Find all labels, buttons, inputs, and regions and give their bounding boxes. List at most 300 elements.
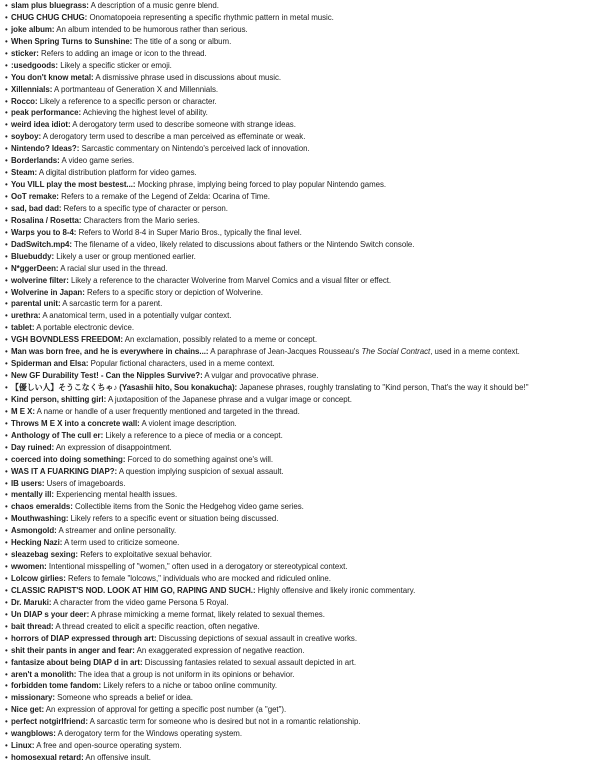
entry-term: DadSwitch.mp4:	[11, 239, 72, 249]
list-item	[5, 107, 594, 119]
list-item	[5, 692, 594, 704]
bullet-icon: •	[5, 609, 8, 619]
entry-definition	[138, 180, 386, 189]
entry-definition	[128, 455, 273, 464]
entry-term: Rocco:	[11, 96, 38, 106]
entry-definition	[71, 514, 279, 523]
entry-term: fantasize about being DIAP d in art:	[11, 657, 143, 667]
entry-term: You don't know metal:	[11, 72, 94, 82]
entry-definition-text: A dismissive phrase used in discussions about music.	[95, 72, 282, 82]
entry-definition-text: A derogatory term used to describe a man perceived as effeminate or weak.	[42, 132, 306, 142]
list-item	[5, 275, 594, 287]
bullet-icon: •	[5, 192, 8, 201]
entry-term: sleazebag sexing:	[11, 550, 79, 560]
entry-definition	[75, 502, 304, 511]
list-item	[5, 322, 594, 334]
entry-definition-text: Likely refers to a niche or taboo online community.	[103, 681, 278, 691]
list-item	[5, 382, 594, 394]
entry-term: soyboy:	[11, 132, 42, 142]
entry-term: M E X:	[11, 406, 35, 416]
list-item	[5, 239, 594, 251]
entry-definition	[142, 419, 237, 428]
entry-definition	[82, 144, 310, 153]
entry-definition-text: A derogatory term used to describe someone with strange ideas.	[72, 120, 296, 130]
list-item	[5, 513, 594, 525]
entry-definition-text: An album intended to be humorous rather than serious.	[56, 24, 248, 34]
entry-definition	[56, 25, 247, 34]
entry-definition	[64, 538, 179, 547]
entry-definition-text: Characters from the Mario series.	[83, 215, 200, 225]
list-item	[5, 680, 594, 692]
entry-definition	[79, 228, 302, 237]
entry-term: Un DIAP s your deer:	[11, 609, 90, 619]
list-item	[5, 549, 594, 561]
bullet-icon: •	[5, 36, 8, 46]
entry-term: Asmongold:	[11, 526, 57, 536]
entry-definition	[54, 85, 218, 94]
entry-definition-text: Likely a specific sticker or emoji.	[60, 60, 172, 70]
entry-definition	[91, 359, 275, 368]
list-item	[5, 501, 594, 513]
list-item	[5, 597, 594, 609]
entry-term: New GF Durability Test! - Can the Nipples Survive?:	[11, 371, 203, 381]
entry-definition-text: Experiencing mental health issues.	[56, 490, 178, 500]
bullet-icon: •	[5, 562, 8, 572]
entry-definition	[53, 598, 228, 607]
entry-definition-text: A anatomical term, used in a potentially vulgar context.	[42, 311, 232, 321]
entry-term: Spiderman and Elsa:	[11, 359, 89, 369]
list-item	[5, 704, 594, 716]
entry-term: mentally ill:	[11, 490, 55, 500]
entry-definition	[64, 204, 228, 213]
bullet-icon: •	[5, 24, 8, 34]
entry-term: Day ruined:	[11, 442, 55, 452]
entry-definition-text: Discussing depictions of sexual assault in creative works.	[158, 633, 358, 643]
list-item	[5, 358, 594, 370]
entry-definition	[91, 1, 219, 10]
entry-term: homosexual retard:	[11, 753, 84, 763]
entry-term: perfect notgirlfriend:	[11, 717, 88, 727]
entry-definition-text: Likely a reference to the character Wolverine from Marvel Comics and a visual filter or effect.	[70, 275, 392, 285]
entry-definition-text: A thread created to elicit a specific reaction, often negative.	[55, 621, 260, 631]
list-item	[5, 752, 594, 764]
bullet-icon: •	[5, 645, 8, 655]
entry-definition-text: Discussing fantasies related to sexual assault depicted in art.	[144, 657, 357, 667]
bullet-icon: •	[5, 251, 8, 261]
list-item	[5, 346, 594, 358]
bullet-icon: •	[5, 239, 8, 249]
entry-definition-text: Likely a reference to a piece of media or a concept.	[105, 430, 283, 440]
bullet-icon: •	[5, 132, 8, 142]
entry-definition	[60, 61, 172, 70]
entry-definition	[60, 264, 167, 273]
entry-definition-text: Refers to World 8-4 in Super Mario Bros., typically the final level.	[78, 227, 302, 237]
bullet-icon: •	[5, 263, 8, 273]
list-item	[5, 633, 594, 645]
entry-definition-text: The filename of a video, likely related to discussions about fathers or the Nintendo Switch console.	[74, 239, 415, 249]
entry-definition-text: Refers to a specific story or depiction of Wolverine.	[87, 287, 263, 297]
entry-definition	[84, 216, 200, 225]
list-item	[5, 621, 594, 633]
bullet-icon: •	[5, 215, 8, 225]
entry-term: forbidden tome fandom:	[11, 681, 102, 691]
entry-definition	[91, 610, 325, 619]
bullet-icon: •	[5, 156, 8, 166]
entry-term: Throws M E X into a concrete wall:	[11, 418, 140, 428]
entry-definition	[56, 443, 172, 452]
list-item	[5, 131, 594, 143]
entry-definition-text: A paraphrase of Jean-Jacques Rousseau's	[210, 347, 360, 357]
entry-definition	[46, 705, 286, 714]
entry-term: parental unit:	[11, 299, 61, 309]
entry-definition	[137, 646, 305, 655]
bullet-icon: •	[5, 383, 8, 392]
entry-definition	[80, 550, 212, 559]
entry-definition	[68, 574, 331, 583]
bullet-icon: •	[5, 526, 8, 536]
entry-term: coerced into doing something:	[11, 454, 126, 464]
entry-term: horrors of DIAP expressed through art:	[11, 633, 157, 643]
list-item	[5, 645, 594, 657]
entry-term: sad, bad dad:	[11, 203, 62, 213]
list-item	[5, 84, 594, 96]
bullet-icon: •	[5, 203, 8, 213]
entry-definition-text: Onomatopoeia representing a specific rhythmic pattern in metal music.	[89, 12, 334, 22]
entry-definition-text: Collectible items from the Sonic the Hedgehog video game series.	[75, 502, 304, 512]
bullet-icon: •	[5, 633, 8, 643]
entry-definition-text: Likely a reference to a specific person or character.	[39, 96, 217, 106]
entry-definition	[159, 634, 357, 643]
entry-definition-text: A question implying suspicion of sexual assault.	[118, 466, 284, 476]
list-item	[5, 537, 594, 549]
bullet-icon: •	[5, 430, 8, 440]
list-item	[5, 60, 594, 72]
entry-definition-text: A description of a music genre blend.	[90, 1, 219, 10]
entry-definition-text: A violent image description.	[141, 418, 237, 428]
entry-term: Nice get:	[11, 705, 45, 715]
entry-definition-text: Likely refers to a specific event or situation being discussed.	[70, 514, 279, 524]
bullet-icon: •	[5, 705, 8, 715]
entry-definition	[258, 586, 416, 595]
list-item	[5, 167, 594, 179]
entry-definition-text: A sarcastic term for a parent.	[62, 299, 163, 309]
entry-definition-text: A term used to criticize someone.	[64, 538, 180, 548]
entry-term: CHUG CHUG CHUG:	[11, 12, 88, 22]
entry-term: Rosalina / Rosetta:	[11, 215, 82, 225]
entry-definition-text: Forced to do something against one's will.	[127, 454, 274, 464]
entry-term: Borderlands:	[11, 156, 60, 166]
entry-term: Mouthwashing:	[11, 514, 69, 524]
entry-definition	[62, 299, 162, 308]
entry-term: chaos emeralds:	[11, 502, 73, 512]
bullet-icon: •	[5, 168, 8, 178]
list-item	[5, 454, 594, 466]
entry-term: IB users:	[11, 478, 45, 488]
entry-definition-text: Refers to female "lolcows," individuals who are mocked and ridiculed online.	[67, 574, 331, 583]
entry-term: joke album:	[11, 24, 55, 34]
entry-definition	[58, 729, 242, 738]
bullet-icon: •	[5, 12, 8, 22]
entry-term: wangblows:	[11, 729, 56, 739]
entry-definition	[47, 479, 126, 488]
bullet-icon: •	[5, 227, 8, 237]
bullet-icon: •	[5, 311, 8, 321]
bullet-icon: •	[5, 275, 8, 285]
entry-definition	[39, 168, 197, 177]
entry-term: Steam:	[11, 168, 38, 178]
list-item	[5, 0, 594, 12]
list-item	[5, 36, 594, 48]
entry-term: weird idea idiot:	[11, 120, 71, 130]
entry-definition	[87, 288, 263, 297]
entry-definition-text: A name or handle of a user frequently mentioned and targeted in the thread.	[36, 406, 300, 416]
entry-definition	[78, 670, 294, 679]
list-item	[5, 334, 594, 346]
list-item	[5, 12, 594, 24]
bullet-icon: •	[5, 180, 8, 190]
entry-definition	[90, 717, 361, 726]
entry-definition-text: A digital distribution platform for video games.	[38, 168, 197, 178]
bullet-icon: •	[5, 490, 8, 500]
entry-definition	[239, 383, 528, 392]
list-item	[5, 478, 594, 490]
bullet-icon: •	[5, 347, 8, 357]
entry-term: Bluebuddy:	[11, 251, 55, 261]
bullet-icon: •	[5, 406, 8, 416]
list-item	[5, 657, 594, 669]
bullet-icon: •	[5, 657, 8, 667]
entry-term: Kind person, shitting girl:	[11, 394, 107, 404]
entry-definition-text: A portable electronic device.	[36, 323, 135, 333]
bullet-icon: •	[5, 84, 8, 94]
bullet-icon: •	[5, 323, 8, 333]
entry-term: wolverine filter:	[11, 275, 69, 285]
list-item	[5, 143, 594, 155]
entry-definition	[89, 13, 333, 22]
list-item	[5, 24, 594, 36]
list-item	[5, 370, 594, 382]
entry-definition-text: A vulgar and provocative phrase.	[204, 371, 319, 381]
list-item	[5, 263, 594, 275]
entry-term: Nintendo? Ideas?:	[11, 144, 80, 154]
entry-term: Warps you to 8-4:	[11, 227, 77, 237]
bullet-icon: •	[5, 96, 8, 106]
bullet-icon: •	[5, 681, 8, 691]
list-item	[5, 191, 594, 203]
entry-definition	[210, 347, 520, 356]
entry-definition	[145, 658, 356, 667]
entry-definition	[49, 562, 348, 571]
bullet-icon: •	[5, 299, 8, 309]
list-item	[5, 251, 594, 263]
entry-definition-text: A free and open-source operating system.	[36, 741, 182, 751]
list-item	[5, 418, 594, 430]
bullet-icon: •	[5, 371, 8, 381]
bullet-icon: •	[5, 454, 8, 464]
entry-definition-text: Refers to a remake of the Legend of Zelda: Ocarina of Time.	[61, 192, 270, 201]
entry-definition-text: The title of a song or album.	[134, 36, 232, 46]
entry-definition	[58, 526, 176, 535]
entry-term: aren't a monolith:	[11, 669, 77, 679]
bullet-icon: •	[5, 669, 8, 679]
entry-definition	[36, 741, 181, 750]
entry-term: tablet:	[11, 323, 35, 333]
bullet-icon: •	[5, 597, 8, 607]
entry-definition	[36, 323, 134, 332]
entry-definition	[95, 73, 281, 82]
bullet-icon: •	[5, 418, 8, 428]
entry-term: N*ggerDeen:	[11, 263, 59, 273]
entry-term: peak performance:	[11, 108, 82, 118]
entry-term: OoT remake:	[11, 192, 59, 201]
list-item	[5, 48, 594, 60]
list-item	[5, 430, 594, 442]
entry-definition	[61, 192, 270, 201]
entry-definition	[204, 371, 318, 380]
entry-definition-text: The idea that a group is not uniform in its opinions or behavior.	[78, 669, 295, 679]
bullet-icon: •	[5, 72, 8, 82]
entry-term: VGH BOVNDLESS FREEDOM:	[11, 335, 124, 345]
entry-definition	[56, 252, 196, 261]
bullet-icon: •	[5, 466, 8, 476]
bullet-icon: •	[5, 753, 8, 763]
bullet-icon: •	[5, 538, 8, 548]
bullet-icon: •	[5, 514, 8, 524]
entry-definition	[74, 240, 414, 249]
entry-definition	[83, 108, 208, 117]
entry-definition	[71, 276, 391, 285]
bullet-icon: •	[5, 693, 8, 703]
entry-definition-text: An offensive insult.	[85, 753, 151, 763]
entry-definition-text: Likely a user or group mentioned earlier.	[56, 251, 196, 261]
entry-term: Man was born free, and he is everywhere in chains...:	[11, 347, 209, 357]
entry-definition-text: Popular fictional characters, used in a meme context.	[90, 359, 275, 369]
list-item	[5, 96, 594, 108]
bullet-icon: •	[5, 287, 8, 297]
bullet-icon: •	[5, 48, 8, 58]
bullet-icon: •	[5, 729, 8, 739]
list-item	[5, 561, 594, 573]
entry-term: Linux:	[11, 741, 35, 751]
entry-term: :usedgoods:	[11, 60, 59, 70]
entry-definition-text: An exaggerated expression of negative reaction.	[136, 645, 305, 655]
entry-term: wwomen:	[11, 562, 47, 572]
entry-term: missionary:	[11, 693, 55, 703]
entry-definition	[85, 753, 151, 762]
entry-definition-text: A juxtaposition of the Japanese phrase and a vulgar image or concept.	[107, 394, 352, 404]
bullet-icon: •	[5, 442, 8, 452]
entry-definition-text: Refers to adding an image or icon to the thread.	[41, 48, 207, 58]
bullet-icon: •	[5, 359, 8, 369]
entry-definition	[134, 37, 231, 46]
entry-term: shit their pants in anger and fear:	[11, 645, 135, 655]
entry-definition	[37, 407, 300, 416]
entry-term: Anthology of The cull er:	[11, 430, 104, 440]
entry-term: Wolverine in Japan:	[11, 287, 85, 297]
list-item	[5, 716, 594, 728]
entry-term: Xillennials:	[11, 84, 53, 94]
list-item	[5, 155, 594, 167]
entry-definition-text: Refers to exploitative sexual behavior.	[80, 550, 212, 560]
entry-definition	[56, 490, 177, 499]
bullet-icon: •	[5, 717, 8, 727]
bullet-icon: •	[5, 108, 8, 118]
list-item	[5, 740, 594, 752]
entry-definition-suffix: , used in a meme context.	[430, 347, 520, 357]
entry-definition-text: An expression of disappointment.	[55, 442, 172, 452]
entry-definition-text: A portmanteau of Generation X and Millennials.	[54, 84, 219, 94]
list-item	[5, 489, 594, 501]
entry-definition	[43, 132, 306, 141]
entry-definition-text: Japanese phrases, roughly translating to "Kind person, That's the way it should be!"	[239, 383, 529, 392]
entry-definition-title: The Social Contract	[361, 347, 431, 357]
entry-definition-text: A character from the video game Persona 5 Royal.	[53, 597, 229, 607]
list-item	[5, 466, 594, 478]
entry-definition-text: A racial slur used in the thread.	[60, 263, 168, 273]
list-item	[5, 406, 594, 418]
entry-term: Hecking Nazi:	[11, 538, 63, 548]
entry-term: slam plus bluegrass:	[11, 1, 89, 10]
bullet-icon: •	[5, 144, 8, 154]
entry-definition	[125, 335, 317, 344]
list-item	[5, 298, 594, 310]
bullet-icon: •	[5, 502, 8, 512]
entry-definition	[40, 97, 217, 106]
list-item	[5, 728, 594, 740]
entry-definition-text: Achieving the highest level of ability.	[82, 108, 208, 118]
entry-definition-text: A phrase mimicking a meme format, likely related to sexual themes.	[90, 609, 325, 619]
bullet-icon: •	[5, 478, 8, 488]
entry-definition-text: Sarcastic commentary on Nintendo's perceived lack of innovation.	[81, 144, 310, 154]
entry-definition-text: An exclamation, possibly related to a meme or concept.	[124, 335, 317, 345]
list-item	[5, 525, 594, 537]
list-item	[5, 119, 594, 131]
entry-definition	[57, 693, 193, 702]
list-item	[5, 215, 594, 227]
entry-definition-text: Intentional misspelling of "women," often used in a derogatory or stereotypical context.	[48, 562, 348, 572]
bullet-icon: •	[5, 550, 8, 560]
entry-definition	[72, 120, 296, 129]
entry-term: When Spring Turns to Sunshine:	[11, 36, 133, 46]
list-item	[5, 310, 594, 322]
entry-definition-text: A sarcastic term for someone who is desired but not in a romantic relationship.	[89, 717, 361, 727]
entry-definition-text: A streamer and online personality.	[58, 526, 177, 536]
entry-term: WAS IT A FUARKING DIAP?:	[11, 466, 118, 476]
entry-term: bait thread:	[11, 621, 54, 631]
list-item	[5, 203, 594, 215]
entry-definition	[42, 311, 231, 320]
list-item	[5, 669, 594, 681]
bullet-icon: •	[5, 394, 8, 404]
entry-definition-text: Refers to a specific type of character or person.	[63, 203, 228, 213]
entry-definition-text: Users of imageboards.	[46, 478, 126, 488]
entry-definition-text: Highly offensive and likely ironic commentary.	[257, 585, 416, 595]
entry-definition	[108, 395, 352, 404]
entry-definition-text: Mocking phrase, implying being forced to play popular Nintendo games.	[137, 180, 387, 190]
list-item	[5, 573, 594, 585]
bullet-icon: •	[5, 621, 8, 631]
entry-definition	[105, 431, 282, 440]
entry-term: Dr. Maruki:	[11, 597, 52, 607]
list-item	[5, 609, 594, 621]
entry-definition-text: A video game series.	[61, 156, 135, 166]
entry-definition	[61, 156, 134, 165]
list-item	[5, 227, 594, 239]
entry-definition	[55, 622, 259, 631]
entry-definition	[119, 467, 284, 476]
entry-term: 【優しい人】そうこなくちゃ♪ (Yasashii hito, Sou konakucha):	[11, 383, 238, 392]
bullet-icon: •	[5, 120, 8, 130]
